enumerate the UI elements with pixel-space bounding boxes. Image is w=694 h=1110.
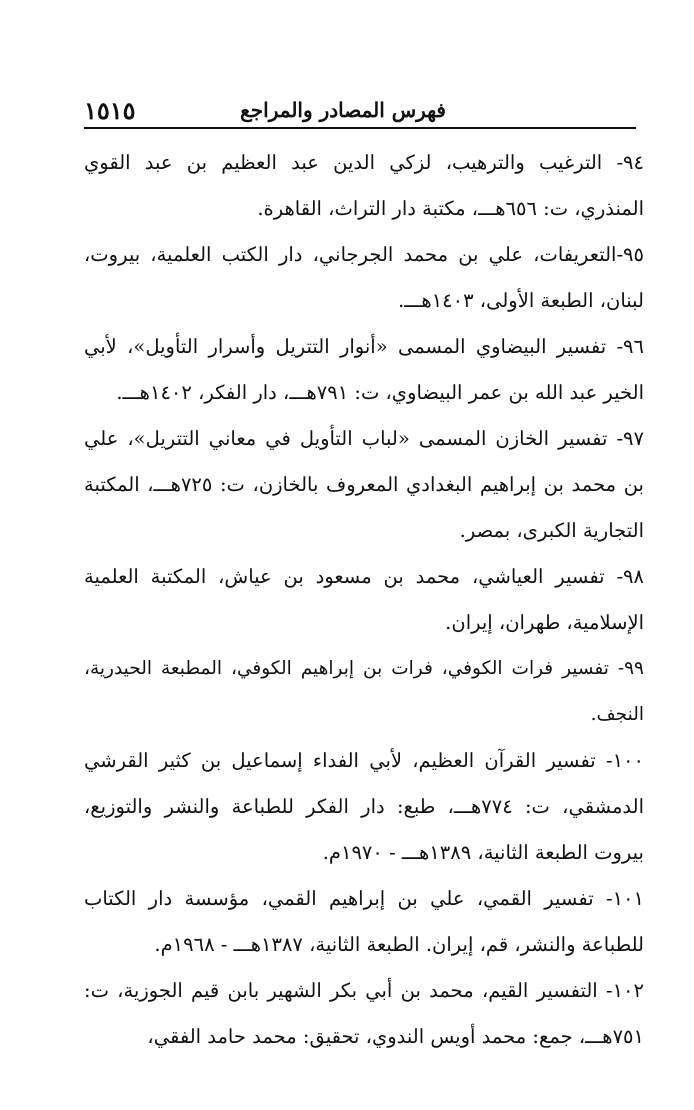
bibliography-entry-101: ١٠١- تفسير القمي، علي بن إبراهيم القمي، مؤسسة دار الكتاب للطباعة والنشر، قم، إيران. الطبعة الثانية، ١٣٨٧هـــ - ١٩٦٨م. (84, 887, 644, 956)
page-number: ١٥١٥ (84, 96, 136, 125)
running-title: فهرس المصادر والمراجع (240, 98, 446, 122)
bibliography-entry-100: ١٠٠- تفسير القرآن العظيم، لأبي الفداء إسماعيل بن كثير القرشي الدمشقي، ت: ٧٧٤هـــ، طبع: دار الفكر للطباعة والنشر والتوزيع، بيروت الطبعة الثانية، ١٣٨٩هـــ - ١٩٧٠م. (84, 749, 644, 864)
bibliography-entry-98: ٩٨- تفسير العياشي، محمد بن مسعود بن عياش، المكتبة العلمية الإسلامية، طهران، إيران. (84, 565, 644, 634)
bibliography-entry-94: ٩٤- الترغيب والترهيب، لزكي الدين عبد العظيم بن عبد القوي المنذري، ت: ٦٥٦هـــ، مكتبة دار التراث، القاهرة. (84, 151, 644, 220)
bibliography-entry-99: ٩٩- تفسير فرات الكوفي، فرات بن إبراهيم الكوفي، المطبعة الحيدرية، النجف. (84, 658, 644, 725)
bibliography-entry-95: ٩٥-التعريفات، علي بن محمد الجرجاني، دار الكتب العلمية، بيروت، لبنان، الطبعة الأولى، ١٤٠٣هـــ. (84, 243, 644, 312)
bibliography-list (84, 140, 644, 1060)
page-header (84, 96, 636, 124)
bibliography-entry-97: ٩٧- تفسير الخازن المسمى «لباب التأويل في معاني التتريل»، علي بن محمد بن إبراهيم البغدادي المعروف بالخازن، ت: ٧٢٥هـــ، المكتبة التجارية الكبرى، بمصر. (84, 427, 644, 542)
bibliography-entry-102: ١٠٢- التفسير القيم، محمد بن أبي بكر الشهير بابن قيم الجوزية، ت: ٧٥١هـــ، جمع: محمد أويس الندوي، تحقيق: محمد حامد الفقي، (84, 979, 644, 1048)
bibliography-entry-96: ٩٦- تفسير البيضاوي المسمى «أنوار التتريل وأسرار التأويل»، لأبي الخير عبد الله بن عمر البيضاوي، ت: ٧٩١هـــ، دار الفكر، ١٤٠٢هـــ. (84, 335, 644, 404)
header-rule (84, 127, 636, 129)
